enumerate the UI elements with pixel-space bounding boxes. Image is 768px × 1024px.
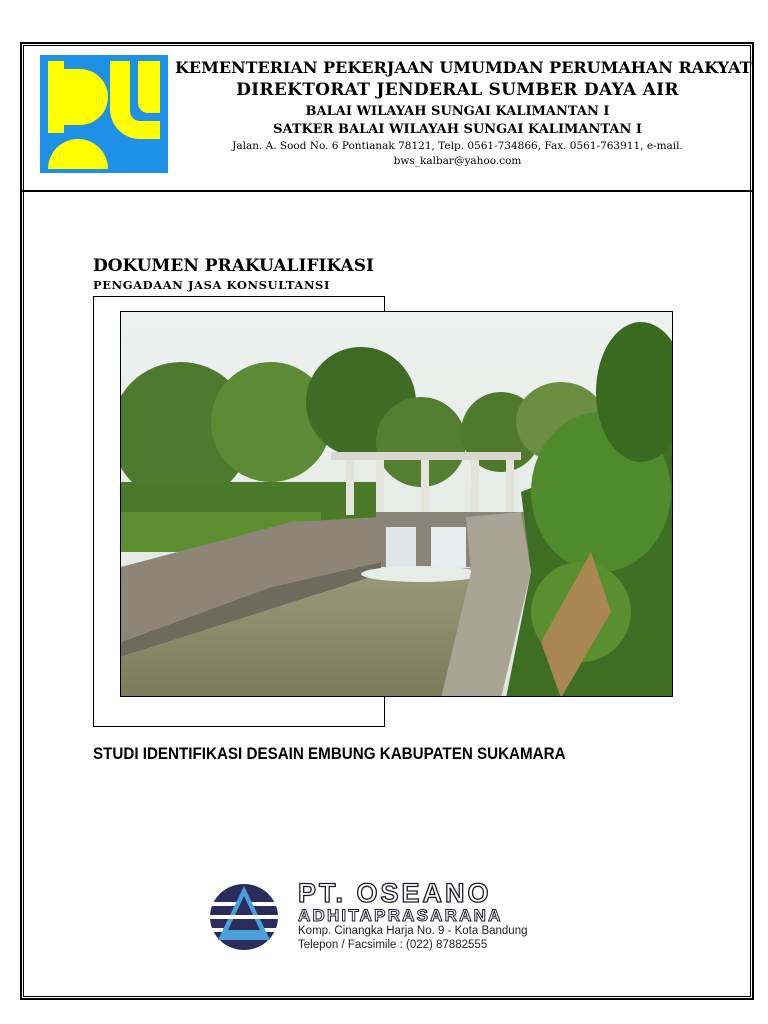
company-phone: Telepon / Facsimile : (022) 87882555 — [298, 939, 488, 951]
study-title: STUDI IDENTIFIKASI DESAIN EMBUNG KABUPATEN SUKAMARA — [93, 745, 566, 763]
company-address: Komp. Cinangka Harja No. 9 - Kota Bandung — [298, 925, 528, 937]
ministry-name: KEMENTERIAN PEKERJAAN UMUMDAN PERUMAHAN RAKYAT — [175, 58, 752, 77]
company-logo — [208, 882, 280, 952]
balai-name: BALAI WILAYAH SUNGAI KALIMANTAN I — [305, 104, 610, 119]
header-email: bws_kalbar@yahoo.com — [393, 155, 522, 167]
document-title: DOKUMEN PRAKUALIFIKASI — [93, 256, 374, 276]
header-address: Jalan. A. Sood No. 6 Pontianak 78121, Telp. 0561-734866, Fax. 0561-763911, e-mail. — [232, 140, 683, 152]
company-name: PT. OSEANO — [298, 878, 492, 908]
document-subtitle: PENGADAAN JASA KONSULTANSI — [93, 278, 330, 292]
cover-photo — [120, 311, 673, 697]
header-divider — [20, 190, 754, 192]
company-name-secondary: ADHITAPRASARANA — [298, 906, 503, 925]
satker-name: SATKER BALAI WILAYAH SUNGAI KALIMANTAN I — [273, 122, 642, 137]
pu-logo — [40, 55, 168, 173]
directorate-name: DIREKTORAT JENDERAL SUMBER DAYA AIR — [236, 80, 679, 100]
